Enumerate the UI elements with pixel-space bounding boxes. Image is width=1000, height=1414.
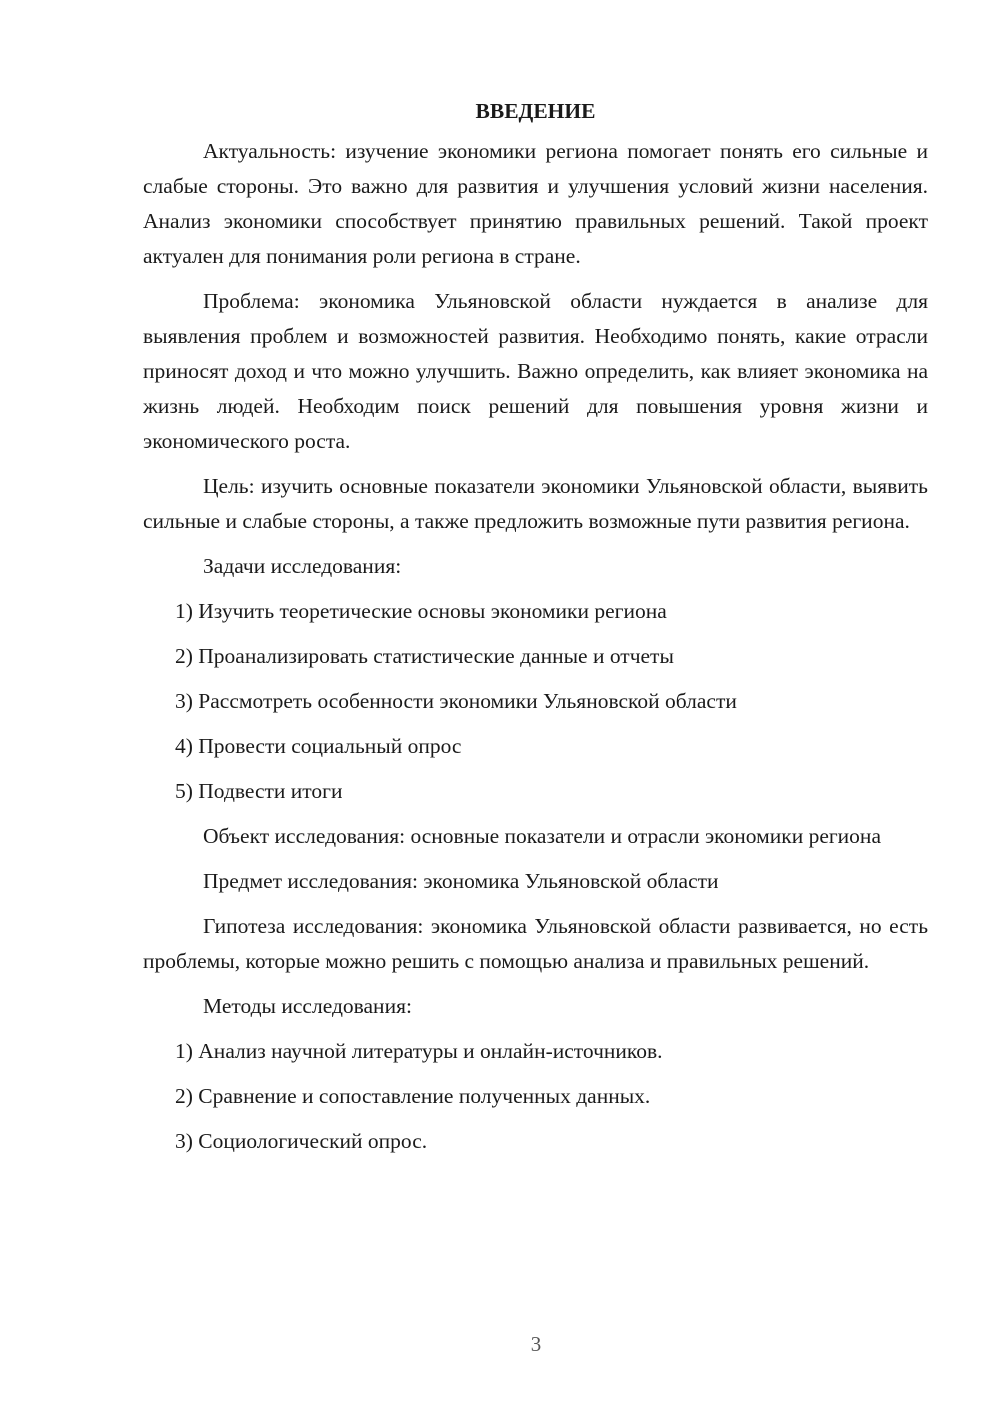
method-item: 1) Анализ научной литературы и онлайн-источников. (175, 1039, 663, 1063)
methods-heading: Методы исследования: (203, 994, 412, 1018)
goal-paragraph: Цель: изучить основные показатели экономики Ульяновской области, выявить сильные и слабые стороны, а также предложить возможные пути развития региона. (143, 474, 928, 533)
hypothesis-paragraph: Гипотеза исследования: экономика Ульяновской области развивается, но есть проблемы, которые можно решить с помощью анализа и правильных решений. (143, 914, 928, 973)
document-page (143, 98, 928, 1169)
object-paragraph: Объект исследования: основные показатели и отрасли экономики региона (203, 824, 881, 848)
task-item: 5) Подвести итоги (175, 779, 343, 803)
task-item: 3) Рассмотреть особенности экономики Ульяновской области (175, 689, 737, 713)
method-item: 3) Социологический опрос. (175, 1129, 428, 1153)
method-item: 2) Сравнение и сопоставление полученных данных. (175, 1084, 651, 1108)
task-item: 2) Проанализировать статистические данные и отчеты (175, 644, 674, 668)
page-number: 3 (530, 1332, 542, 1356)
section-title: ВВЕДЕНИЕ (475, 99, 596, 123)
task-item: 4) Провести социальный опрос (175, 734, 462, 758)
subject-paragraph: Предмет исследования: экономика Ульяновской области (203, 869, 719, 893)
problem-paragraph: Проблема: экономика Ульяновской области нуждается в анализе для выявления проблем и возможностей развития. Необходимо понять, какие отрасли приносят доход и что можно улучшить. Важно определить, как влияет экономика на жизнь людей. Необходим поиск решений для повышения уровня жизни и экономического роста. (143, 289, 928, 453)
task-item: 1) Изучить теоретические основы экономики региона (175, 599, 667, 623)
relevance-paragraph: Актуальность: изучение экономики региона помогает понять его сильные и слабые стороны. Это важно для развития и улучшения условий жизни населения. Анализ экономики способствует принятию правильных решений. Такой проект актуален для понимания роли региона в стране. (143, 139, 928, 268)
tasks-heading: Задачи исследования: (203, 554, 402, 578)
